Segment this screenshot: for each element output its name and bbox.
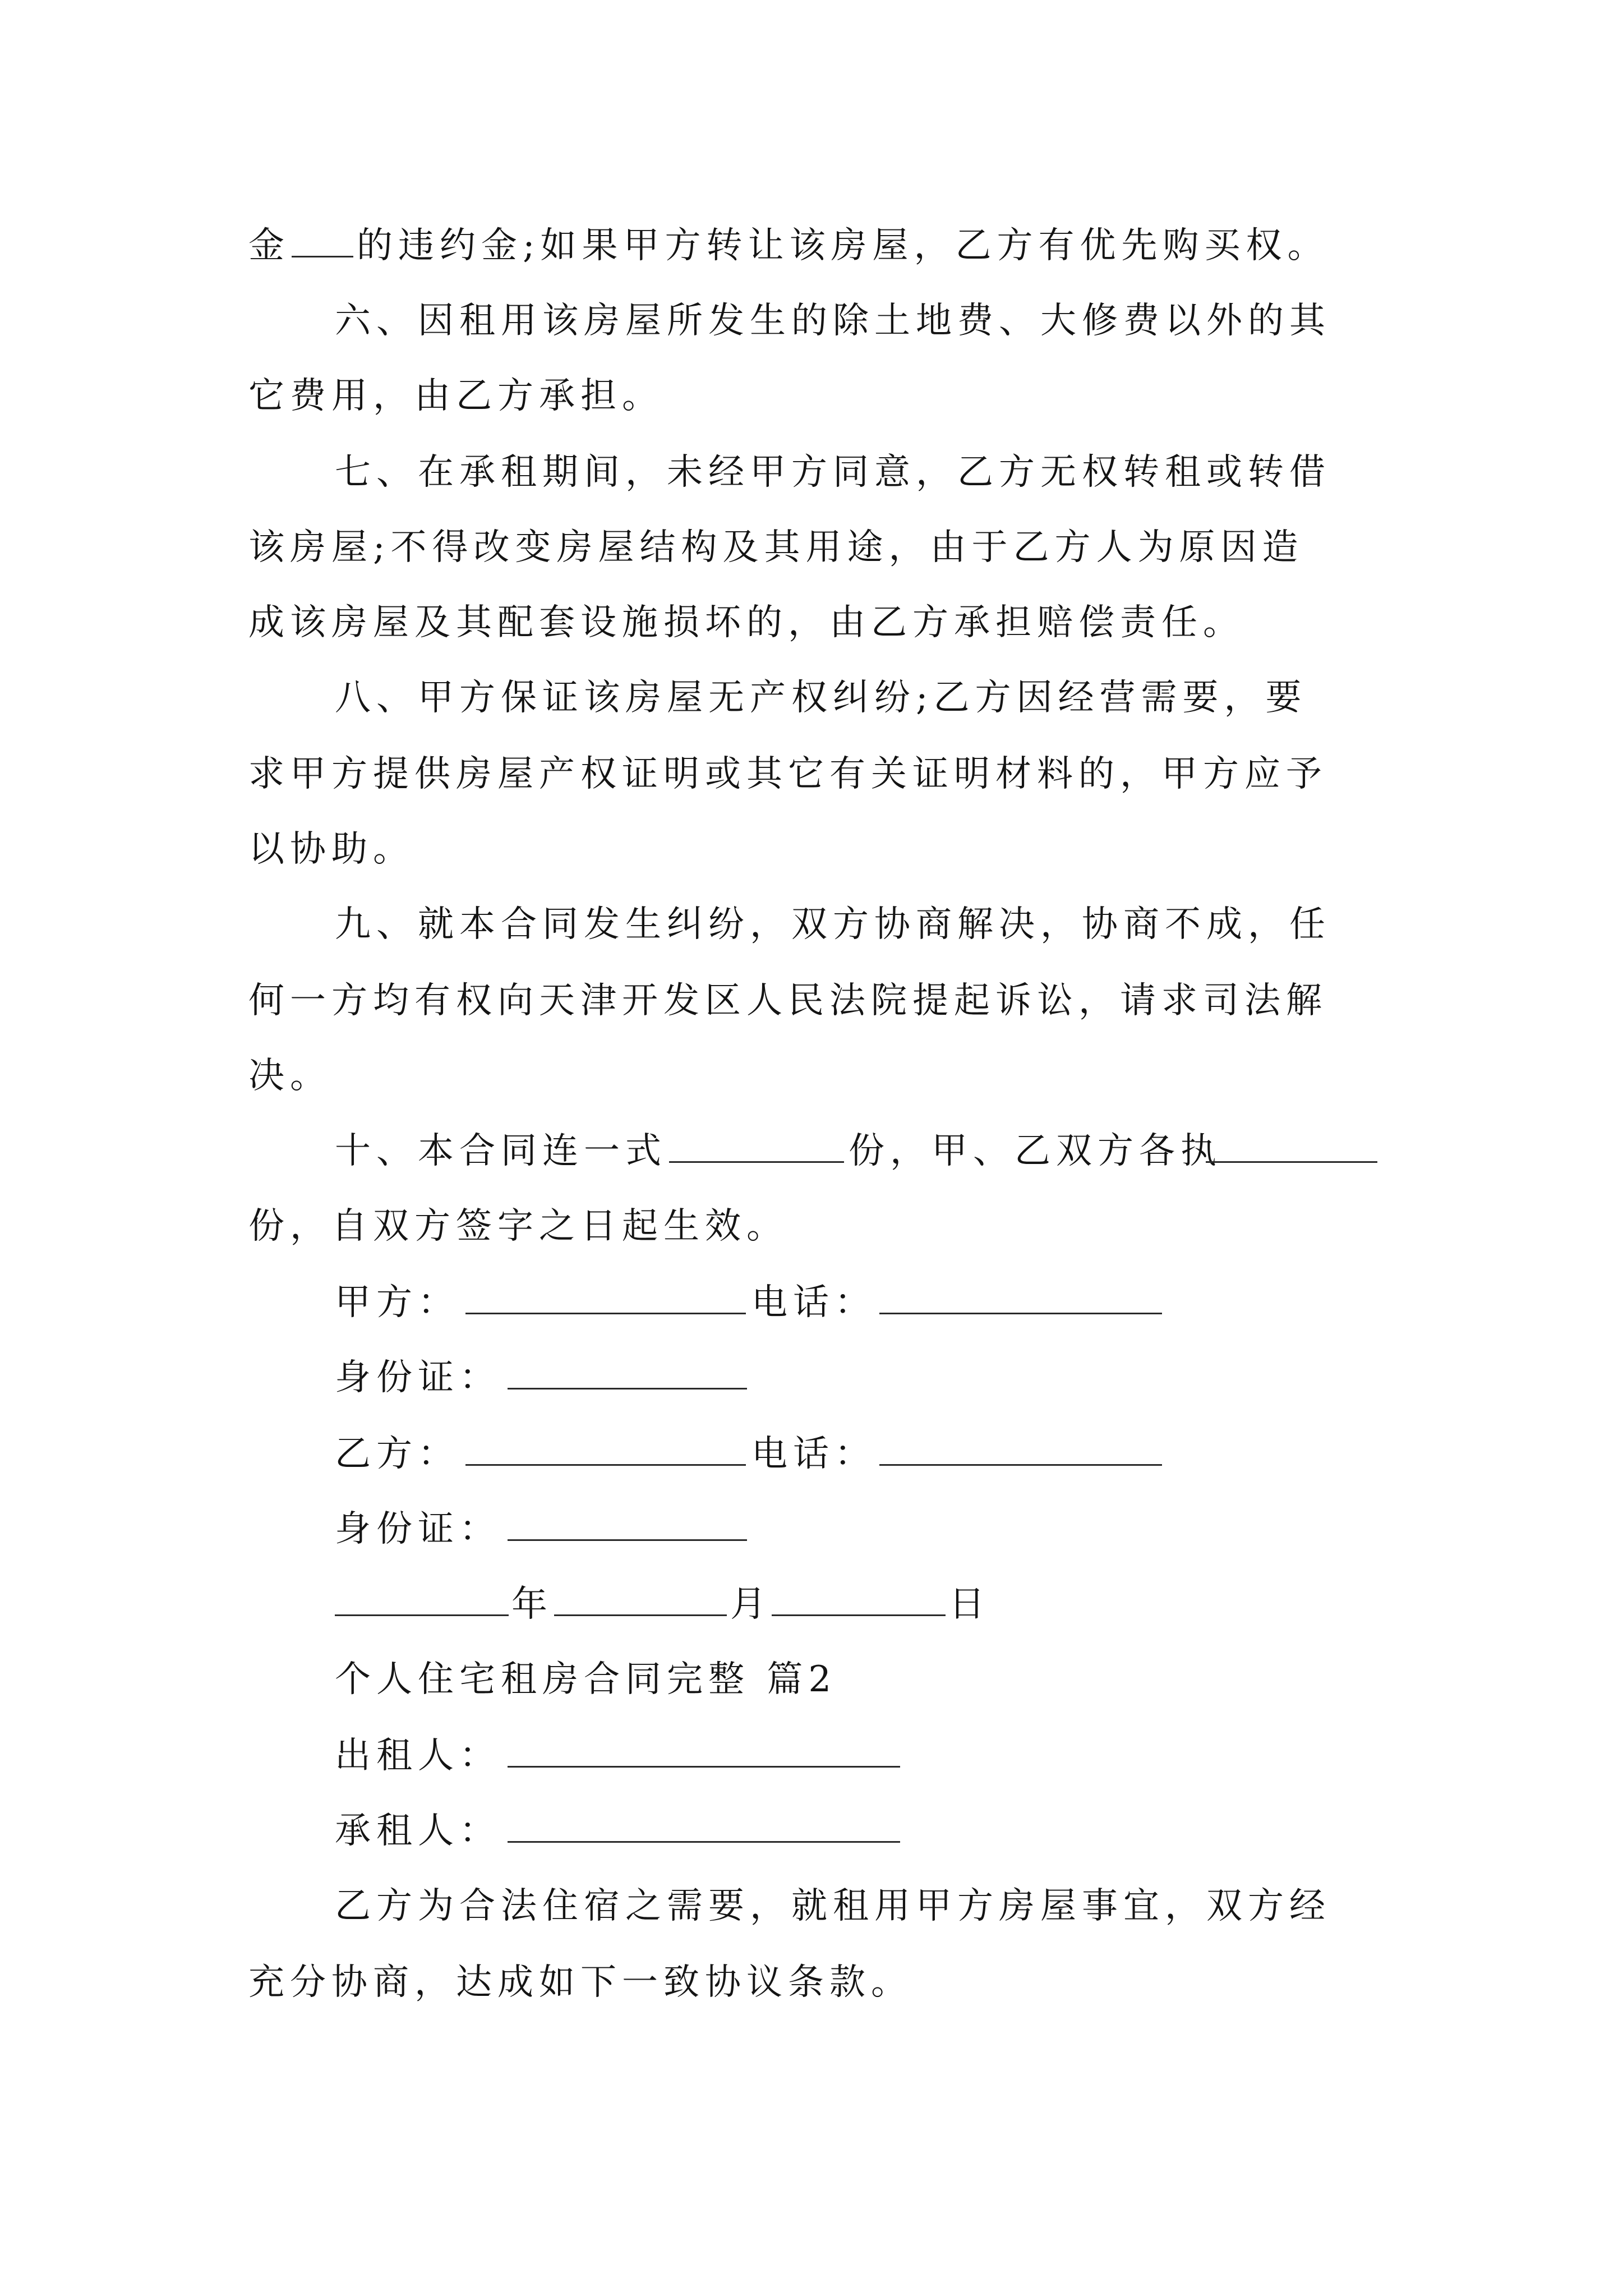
line-text: 充分协商，达成如下一致协议条款。 <box>248 1962 912 2003</box>
party-b-label: 乙方： <box>335 1433 459 1475</box>
line-text: 九、就本合同发生纠纷，双方协商解决，协商不成，任 <box>335 904 1331 945</box>
party-b-blank <box>465 1464 746 1466</box>
line-text: 乙方为合法住宿之需要，就租用甲方房屋事宜，双方经 <box>335 1885 1331 1927</box>
fill-blank <box>669 1161 844 1163</box>
month-blank <box>554 1614 727 1616</box>
line-text: 的违约金;如果甲方转让该房屋，乙方有优先购买权。 <box>357 225 1329 266</box>
line-text: 以协助。 <box>248 829 414 870</box>
month-label: 月 <box>730 1584 772 1625</box>
phone-label-b: 电话： <box>751 1433 876 1475</box>
fill-blank <box>1206 1161 1377 1163</box>
line-text: 何一方均有权向天津开发区人民法院提起诉讼，请求司法解 <box>248 980 1327 1022</box>
fill-blank <box>292 256 353 257</box>
line-text: 六、因租用该房屋所发生的除土地费、大修费以外的其 <box>335 300 1331 342</box>
id-b-blank <box>508 1539 747 1541</box>
line-text: 十、本合同连一式 <box>335 1130 667 1172</box>
line-text: 求甲方提供房屋产权证明或其它有关证明材料的，甲方应予 <box>248 753 1327 795</box>
line-text: 决。 <box>248 1055 331 1097</box>
line-text: 份，甲、乙双方各执 <box>849 1130 1222 1172</box>
year-label: 年 <box>511 1584 553 1625</box>
phone-label-a: 电话： <box>751 1282 876 1323</box>
id-label-a: 身份证： <box>335 1357 501 1398</box>
line-text: 金 <box>248 225 290 266</box>
id-a-blank <box>508 1388 747 1389</box>
id-label-b: 身份证： <box>335 1508 501 1550</box>
line-text: 该房屋;不得改变房屋结构及其用途，由于乙方人为原因造 <box>248 527 1304 568</box>
line-text: 七、在承租期间，未经甲方同意，乙方无权转租或转借 <box>335 452 1331 493</box>
phone-a-blank <box>879 1313 1162 1314</box>
line-text: 八、甲方保证该房屋无产权纠纷;乙方因经营需要，要 <box>335 677 1307 719</box>
lessee-label: 承租人： <box>335 1810 501 1852</box>
line-text: 份，自双方签字之日起生效。 <box>248 1205 788 1247</box>
day-label: 日 <box>949 1584 990 1625</box>
party-a-blank <box>465 1313 746 1314</box>
year-blank <box>335 1614 509 1616</box>
section-heading: 个人住宅租房合同完整 篇2 <box>335 1659 837 1700</box>
day-blank <box>772 1614 946 1616</box>
party-a-label: 甲方： <box>335 1282 459 1323</box>
line-text: 成该房屋及其配套设施损坏的，由乙方承担赔偿责任。 <box>248 602 1244 643</box>
lessor-blank <box>508 1766 900 1768</box>
lessor-label: 出租人： <box>335 1735 501 1777</box>
lessee-blank <box>508 1841 900 1843</box>
line-text: 它费用，由乙方承担。 <box>248 375 663 417</box>
phone-b-blank <box>879 1464 1162 1466</box>
